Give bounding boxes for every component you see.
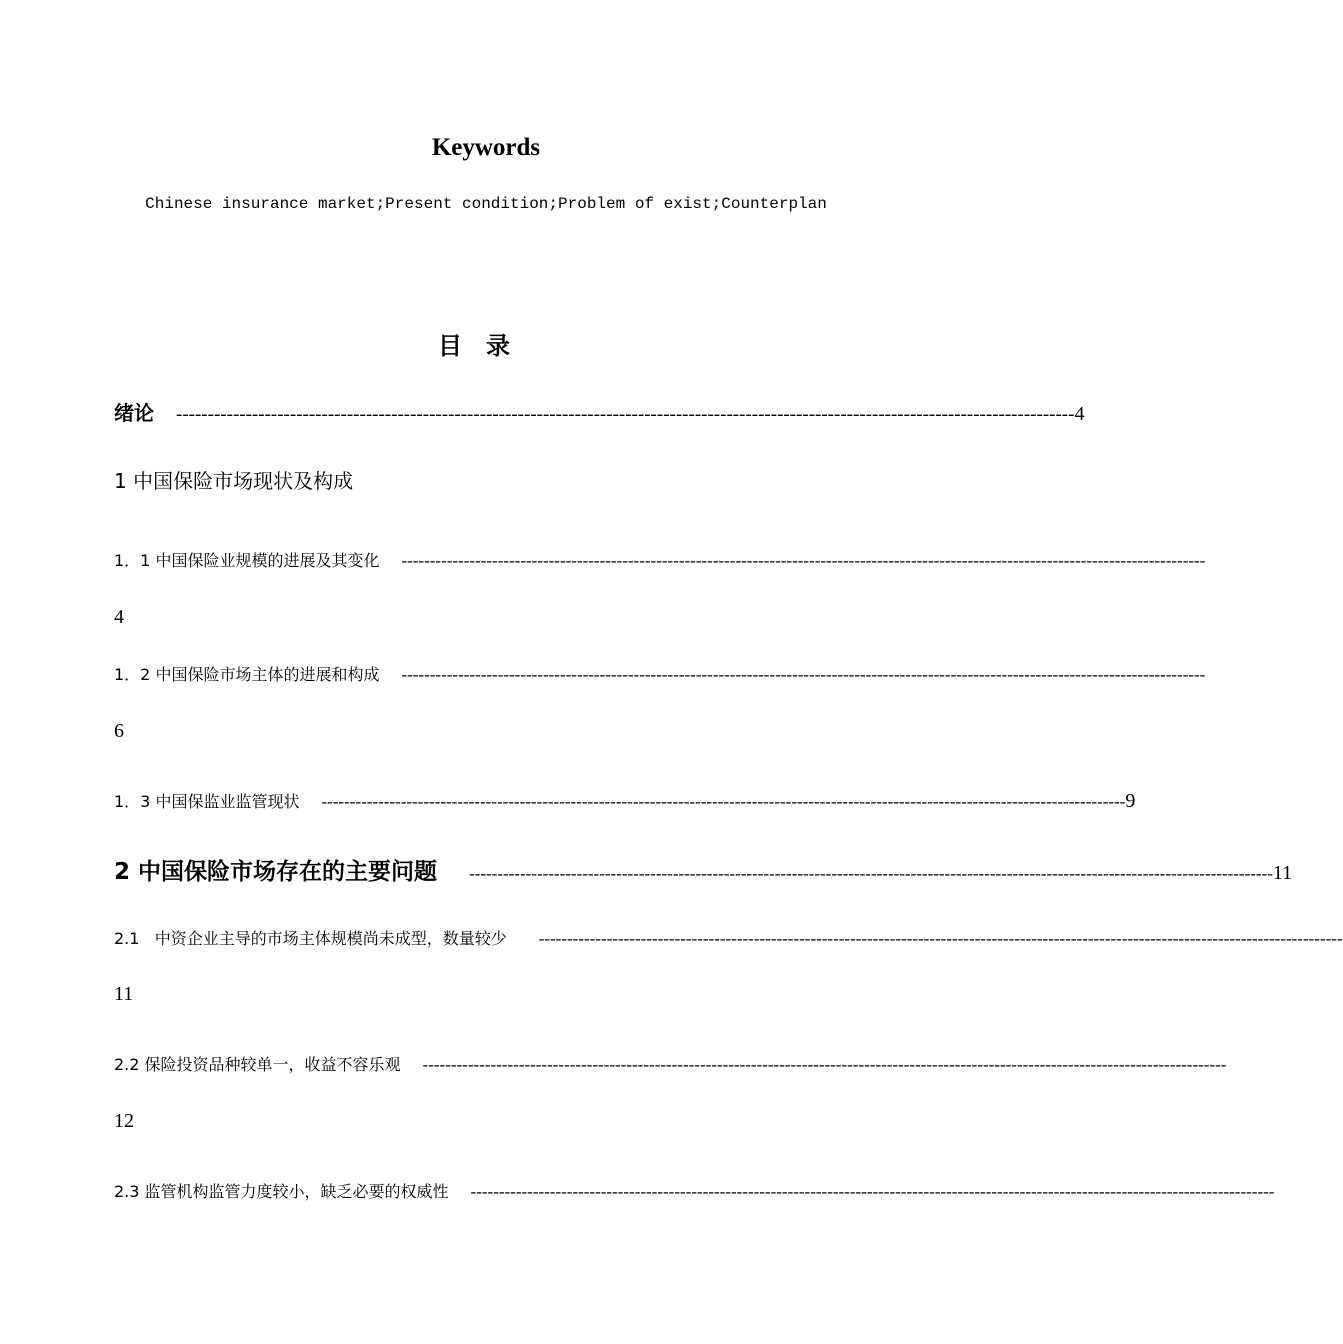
toc-entry-label: 2.1 中资企业主导的市场主体规模尚未成型，数量较少	[114, 929, 507, 948]
toc-entry-label: 绪论	[114, 401, 154, 425]
toc-leader: ----------------------------------------------------------------------------------------------------------------------------------------------	[176, 404, 1075, 425]
toc-leader: ----------------------------------------------------------------------------------------------------------------------------------------------	[401, 665, 1206, 684]
toc-entry-page: 11	[114, 983, 134, 1005]
toc-leader: ----------------------------------------------------------------------------------------------------------------------------------------------	[470, 1182, 1275, 1201]
toc-entry-label: 2 中国保险市场存在的主要问题	[114, 859, 438, 885]
toc-leader: ----------------------------------------------------------------------------------------------------------------------------------------------	[401, 551, 1206, 570]
toc-entry-label: 1．1 中国保险业规模的进展及其变化	[114, 551, 380, 570]
toc-entry-intro[interactable]	[114, 397, 1085, 426]
toc-entry-page: 6	[114, 720, 124, 742]
toc-leader: ----------------------------------------------------------------------------------------------------------------------------------------------	[538, 929, 1343, 948]
toc-leader: ----------------------------------------------------------------------------------------------------------------------------------------------	[469, 864, 1273, 883]
toc-entry-page: 9	[1125, 790, 1136, 812]
toc-heading: 目录	[438, 332, 534, 360]
toc-entry-chapter-1[interactable]	[114, 465, 353, 494]
toc-entry-label: 1．2 中国保险市场主体的进展和构成	[114, 665, 380, 684]
toc-leader: ----------------------------------------------------------------------------------------------------------------------------------------------	[321, 792, 1126, 811]
toc-entry-page: 4	[114, 606, 124, 628]
toc-entry-label: 2.3 监管机构监管力度较小，缺乏必要的权威性	[114, 1182, 449, 1201]
toc-entry-page: 11	[1272, 862, 1293, 884]
toc-entry-1-3[interactable]	[114, 789, 1136, 813]
keywords-text: Chinese insurance market;Present condition;Problem of exist;Counterplan	[145, 195, 827, 213]
toc-entry-1-2[interactable]	[114, 662, 1206, 685]
toc-entry-page: 12	[114, 1110, 134, 1132]
toc-entry-1-1[interactable]	[114, 548, 1206, 571]
toc-entry-label: 1．3 中国保监业监管现状	[114, 792, 300, 811]
toc-entry-label: 1 中国保险市场现状及构成	[114, 469, 354, 493]
toc-entry-chapter-2[interactable]	[114, 853, 1293, 886]
toc-entry-2-3[interactable]	[114, 1179, 1275, 1202]
toc-entry-label: 2.2 保险投资品种较单一，收益不容乐观	[114, 1055, 401, 1074]
toc-entry-page: 4	[1074, 403, 1085, 425]
keywords-heading: Keywords	[431, 134, 541, 161]
toc-entry-2-2[interactable]	[114, 1052, 1227, 1075]
toc-entry-2-1[interactable]	[114, 926, 1343, 949]
toc-leader: ----------------------------------------------------------------------------------------------------------------------------------------------	[422, 1055, 1227, 1074]
